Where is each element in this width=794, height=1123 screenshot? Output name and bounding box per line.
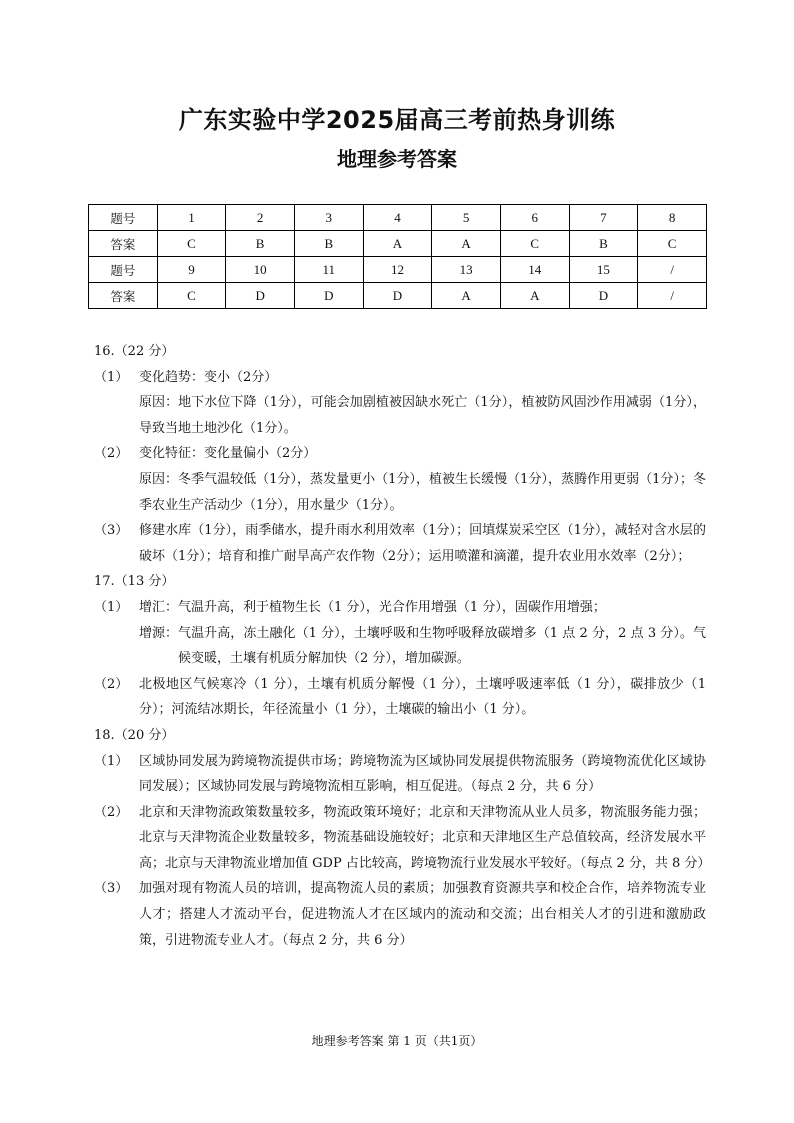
part-text: 原因：地下水位下降（1分），可能会加剧植被因缺水死亡（1分），植被防风固沙作用减弱（1分），导致当地土地沙化（1分）。 [139, 395, 706, 436]
table-cell: C [157, 231, 226, 257]
question-18-part-2 [94, 800, 711, 877]
table-cell: 题号 [89, 205, 158, 231]
table-cell: 10 [226, 257, 295, 283]
table-row [89, 205, 707, 231]
part-number: （1） [94, 369, 129, 385]
table-cell: C [500, 231, 569, 257]
question-16-part-1 [94, 365, 706, 442]
part-number: （2） [94, 446, 129, 462]
table-cell: B [569, 231, 638, 257]
part-number: （3） [94, 523, 129, 539]
part-text: 气温升高，利于植物生长（1 分），光合作用增强（1 分），固碳作用增强； [178, 599, 606, 615]
page-subtitle: 地理参考答案 [337, 147, 457, 171]
part-text: 北京和天津物流政策数量较多，物流政策环境好；北京和天津物流从业人员多，物流服务能力强；北京与天津物流企业数量较多，物流基础设施较好；北京和天津地区生产总值较高，经济发展水平高；北京与天津物流业增加值 GDP 占比较高，跨境物流行业发展水平较好。（每点 2 分，共 8 分） [139, 804, 711, 871]
part-number: （2） [94, 676, 129, 692]
table-cell: D [226, 283, 295, 309]
question-17-part-1 [94, 595, 706, 672]
table-cell: 题号 [89, 257, 158, 283]
part-number: （2） [94, 804, 129, 820]
table-cell: A [500, 283, 569, 309]
answers-body [94, 339, 711, 953]
table-cell: 12 [363, 257, 432, 283]
part-text: 原因：冬季气温较低（1分），蒸发量更小（1分），植被生长缓慢（1分），蒸腾作用更弱（1分）；冬季农业生产活动少（1分），用水量少（1分）。 [139, 471, 706, 513]
part-text: 变化特征：变化量偏小（2分） [139, 446, 317, 462]
table-cell: 4 [363, 205, 432, 231]
table-cell: 答案 [89, 231, 158, 257]
part-text: 加强对现有物流人员的培训，提高物流人员的素质；加强教育资源共享和校企合作，培养物流专业人才；搭建人才流动平台，促进物流人才在区域内的流动和交流；出台相关人才的引进和激励政策，引进物流专业人才。（每点 2 分，共 6 分） [139, 881, 706, 948]
table-cell: 1 [157, 205, 226, 231]
table-cell: 15 [569, 257, 638, 283]
part-number: （1） [94, 599, 129, 615]
table-row [89, 257, 707, 283]
page-footer: 地理参考答案 第 1 页（共1页） [311, 1034, 483, 1048]
table-cell: 9 [157, 257, 226, 283]
table-row [89, 231, 707, 257]
table-cell: / [638, 257, 707, 283]
question-18-header: 18.（20 分） [94, 727, 175, 743]
table-cell: 答案 [89, 283, 158, 309]
table-cell: 11 [294, 257, 363, 283]
table-cell: D [294, 283, 363, 309]
table-cell: C [638, 231, 707, 257]
table-cell: A [363, 231, 432, 257]
part-text: 气温升高，冻土融化（1 分），土壤呼吸和生物呼吸释放碳增多（1 点 2 分，2 点 3 分）。气候变暖，土壤有机质分解加快（2 分），增加碳源。 [178, 625, 706, 667]
question-18-part-1 [94, 749, 706, 800]
table-row [89, 283, 707, 309]
part-number: （3） [94, 881, 129, 897]
table-cell: 3 [294, 205, 363, 231]
part-text: 区域协同发展为跨境物流提供市场；跨境物流为区域协同发展提供物流服务（跨境物流优化区域协同发展）；区域协同发展与跨境物流相互影响，相互促进。（每点 2 分，共 6 分） [139, 753, 706, 795]
table-cell: 2 [226, 205, 295, 231]
table-cell: C [157, 283, 226, 309]
question-18-part-3 [94, 876, 706, 953]
source-label: 增源： [139, 625, 179, 641]
question-16-header: 16.（22 分） [94, 344, 175, 359]
question-17-header: 17.（13 分） [94, 574, 175, 590]
part-text: 北极地区气候寒冷（1 分），土壤有机质分解慢（1 分），土壤呼吸速率低（1 分），碳排放少（1 分）；河流结冰期长，年径流量小（1 分），土壤碳的输出小（1 分）。 [139, 676, 706, 718]
question-16-part-2 [94, 441, 706, 518]
table-cell: 7 [569, 205, 638, 231]
table-cell: B [226, 231, 295, 257]
table-cell: 8 [638, 205, 707, 231]
table-cell: B [294, 231, 363, 257]
table-cell: D [569, 283, 638, 309]
table-cell: A [432, 231, 501, 257]
table-cell: / [638, 283, 707, 309]
question-17-part-2 [94, 672, 706, 723]
question-16-part-3 [94, 518, 706, 569]
table-cell: D [363, 283, 432, 309]
table-cell: 13 [432, 257, 501, 283]
table-cell: 5 [432, 205, 501, 231]
sink-label: 增汇： [139, 599, 179, 615]
table-cell: 14 [500, 257, 569, 283]
part-text: 修建水库（1分），雨季储水，提升雨水利用效率（1分）；回填煤炭采空区（1分），减轻对含水层的破坏（1分）；培育和推广耐旱高产农作物（2分）；运用喷灌和滴灌，提升农业用水效率（2分）； [139, 523, 706, 564]
table-cell: 6 [500, 205, 569, 231]
answer-table [88, 204, 707, 309]
part-text: 变化趋势：变小（2分） [139, 369, 278, 385]
table-cell: A [432, 283, 501, 309]
part-number: （1） [94, 753, 129, 769]
page-title: 广东实验中学2025届高三考前热身训练 [178, 106, 616, 134]
